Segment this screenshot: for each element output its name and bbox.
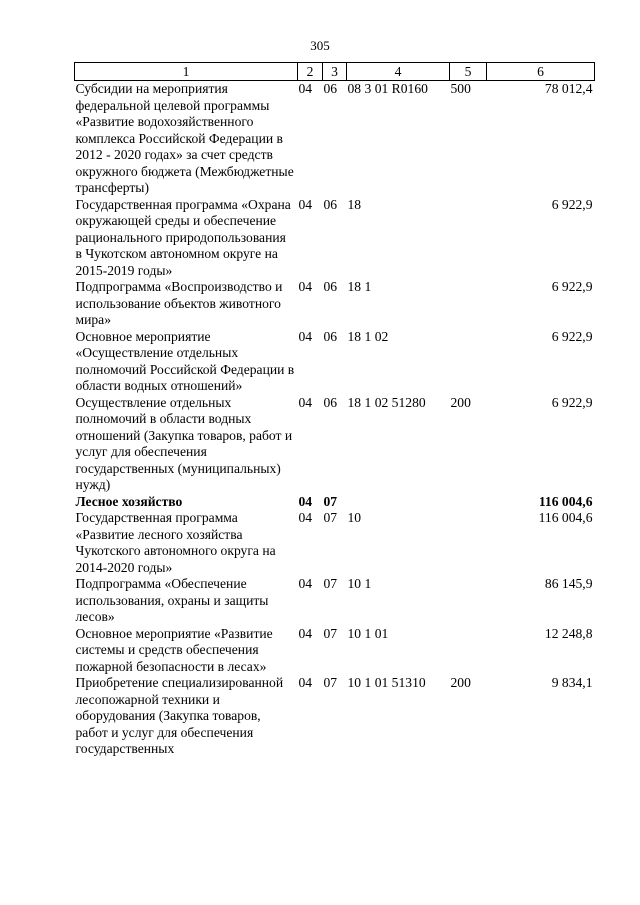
row-target-article: 18 1 02 51280 <box>347 394 426 410</box>
row-amount: 6 922,9 <box>551 279 593 294</box>
row-target-article: 18 1 <box>347 279 372 294</box>
row-subsection-code: 07 <box>323 493 338 509</box>
row-name: Лесное хозяйство <box>75 493 183 509</box>
row-target-article: 18 1 02 <box>347 328 389 344</box>
row-subsection-code: 06 <box>323 328 338 344</box>
row-amount: 116 004,6 <box>538 510 593 525</box>
row-expense-type: 200 <box>450 394 471 410</box>
column-header-2: 2 <box>298 63 323 81</box>
row-section-code: 04 <box>298 510 313 525</box>
row-name: Основное мероприятие «Осуществление отдельных полномочий Российской Федерации в области водных отношений» <box>75 328 295 393</box>
column-header-5: 5 <box>450 63 487 81</box>
row-name: Государственная программа «Развитие лесного хозяйства Чукотского автономного округа на 2014-2020 годы» <box>75 510 276 575</box>
row-subsection-code: 06 <box>323 394 338 410</box>
row-target-article: 10 1 01 <box>347 625 389 641</box>
row-subsection-code: 06 <box>323 279 338 294</box>
row-expense-type <box>450 510 487 576</box>
row-target-article: 08 3 01 R0160 <box>347 81 428 96</box>
page-number: 305 <box>310 38 330 53</box>
row-subsection-code: 07 <box>323 675 338 690</box>
table-row <box>75 576 595 626</box>
column-header-3: 3 <box>323 63 347 81</box>
row-section-code: 04 <box>298 196 313 212</box>
row-subsection-code: 07 <box>323 576 338 591</box>
row-section-code: 04 <box>298 625 313 641</box>
row-section-code: 04 <box>298 279 313 294</box>
row-name: Приобретение специализированной лесопожарной техники и оборудования (Закупка товаров, работ и услуг для обеспечения государственных <box>75 675 284 756</box>
table-row <box>75 279 595 329</box>
row-target-article <box>347 494 450 511</box>
row-subsection-code: 07 <box>323 625 338 641</box>
row-expense-type: 200 <box>450 675 471 690</box>
header-row <box>75 63 595 81</box>
row-target-article: 18 <box>347 196 362 212</box>
row-section-code: 04 <box>298 328 313 344</box>
table-row <box>75 675 595 758</box>
row-section-code: 04 <box>298 493 313 509</box>
row-expense-type <box>450 279 487 329</box>
row-expense-type <box>450 329 487 395</box>
row-amount: 6 922,9 <box>551 328 593 344</box>
row-name: Подпрограмма «Воспроизводство и использование объектов животного мира» <box>75 279 283 327</box>
row-target-article: 10 1 01 51310 <box>347 675 426 690</box>
row-amount: 12 248,8 <box>544 625 593 641</box>
row-section-code: 04 <box>298 394 313 410</box>
row-amount: 116 004,6 <box>538 493 593 509</box>
row-amount: 6 922,9 <box>551 196 593 212</box>
row-expense-type <box>450 576 487 626</box>
table-row <box>75 494 595 511</box>
column-header-4: 4 <box>347 63 450 81</box>
budget-table <box>74 62 595 758</box>
row-name: Основное мероприятие «Развитие системы и средств обеспечения пожарной безопасности в лесах» <box>75 625 273 674</box>
row-subsection-code: 06 <box>323 81 338 96</box>
row-expense-type <box>450 197 487 280</box>
row-subsection-code: 07 <box>323 510 338 525</box>
table-row <box>75 395 595 494</box>
row-amount: 6 922,9 <box>551 394 593 410</box>
row-target-article: 10 <box>347 510 362 525</box>
table-row <box>75 81 595 197</box>
column-header-6: 6 <box>487 63 595 81</box>
row-section-code: 04 <box>298 81 313 96</box>
table-row <box>75 197 595 280</box>
table-row <box>75 510 595 576</box>
row-name: Осуществление отдельных полномочий в области водных отношений (Закупка товаров, работ и услуг для обеспечения государственных (муниципальных) нужд) <box>75 394 293 492</box>
row-amount: 78 012,4 <box>544 81 593 96</box>
row-amount: 9 834,1 <box>551 675 593 690</box>
row-expense-type <box>450 626 487 676</box>
table-row <box>75 329 595 395</box>
table-body <box>75 81 595 758</box>
column-header-1: 1 <box>75 63 298 81</box>
table-header <box>75 63 595 81</box>
row-name: Субсидии на мероприятия федеральной целевой программы «Развитие водохозяйственного комплекса Российской Федерации в 2012 - 2020 годах» за счет средств окружного бюджета (Межбюджетные трансферты) <box>75 81 294 195</box>
row-subsection-code: 06 <box>323 196 338 212</box>
row-name: Подпрограмма «Обеспечение использования, охраны и защиты лесов» <box>75 576 269 624</box>
row-section-code: 04 <box>298 675 313 690</box>
table-row <box>75 626 595 676</box>
row-section-code: 04 <box>298 576 313 591</box>
row-target-article: 10 1 <box>347 576 372 591</box>
row-expense-type <box>450 494 487 511</box>
row-amount: 86 145,9 <box>544 576 593 591</box>
row-expense-type: 500 <box>450 81 471 96</box>
row-name: Государственная программа «Охрана окружающей среды и обеспечение рационального природопользования в Чукотском автономном округе на 2015-2019 годы» <box>75 196 291 278</box>
